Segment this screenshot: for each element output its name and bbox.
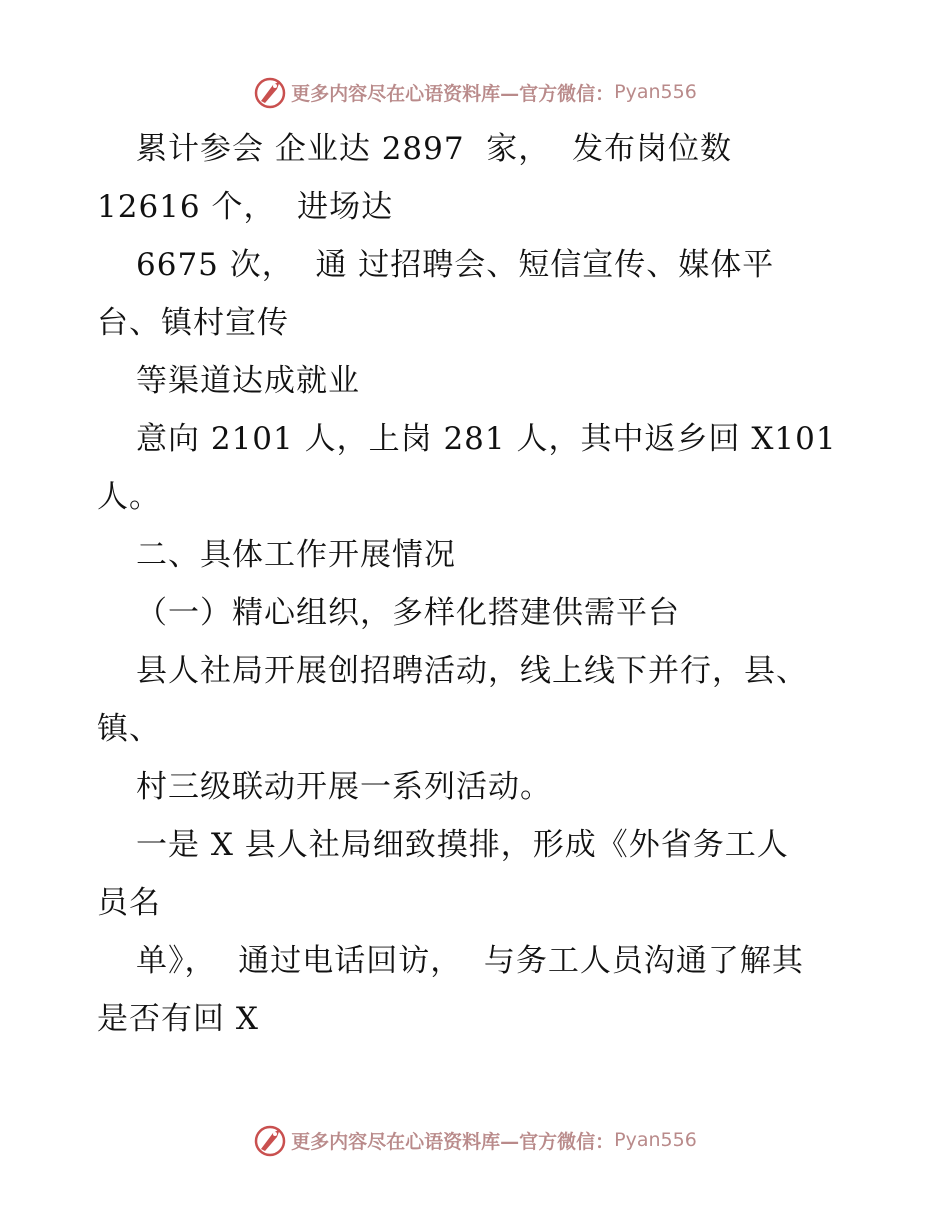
footer-watermark (0, 1120, 950, 1160)
pen-nib-logo-icon (253, 1123, 287, 1157)
text-line: 镇、 (97, 711, 161, 747)
text-line: 等渠道达成就业 (136, 363, 360, 399)
text-line: 一是 X 县人社局细致摸排，形成《外省务工人 (136, 827, 789, 863)
watermark-wechat-id: Pyan556 (614, 1129, 697, 1151)
text-line: 员名 (97, 885, 161, 921)
text-line: 累计参会 企业达 2897 家， 发布岗位数 (136, 131, 733, 167)
watermark-text: 更多内容尽在心语资料库—官方微信： (291, 1130, 615, 1153)
watermark-wechat-id: Pyan556 (614, 81, 697, 103)
text-line: 人。 (97, 479, 161, 515)
text-line: 台、镇村宣传 (97, 305, 289, 341)
pen-nib-logo-icon (253, 75, 287, 109)
text-line: 县人社局开展创招聘活动，线上线下并行，县、 (136, 653, 808, 689)
text-line: 单》， 通过电话回访， 与务工人员沟通了解其 (136, 943, 804, 979)
text-line: 是否有回 X (97, 1001, 259, 1037)
text-line: 12616 个， 进场达 (97, 189, 394, 225)
text-line: 6675 次， 通 过招聘会、短信宣传、媒体平 (136, 247, 775, 283)
header-watermark (0, 72, 950, 112)
document-body (0, 120, 950, 1048)
text-line: 意向 2101 人，上岗 281 人，其中返乡回 X101 (136, 421, 837, 457)
section-heading: 二、具体工作开展情况 (136, 537, 456, 573)
subsection-heading: （一）精心组织，多样化搭建供需平台 (136, 595, 680, 631)
watermark-text: 更多内容尽在心语资料库—官方微信： (291, 82, 615, 105)
text-line: 村三级联动开展一系列活动。 (136, 769, 552, 805)
